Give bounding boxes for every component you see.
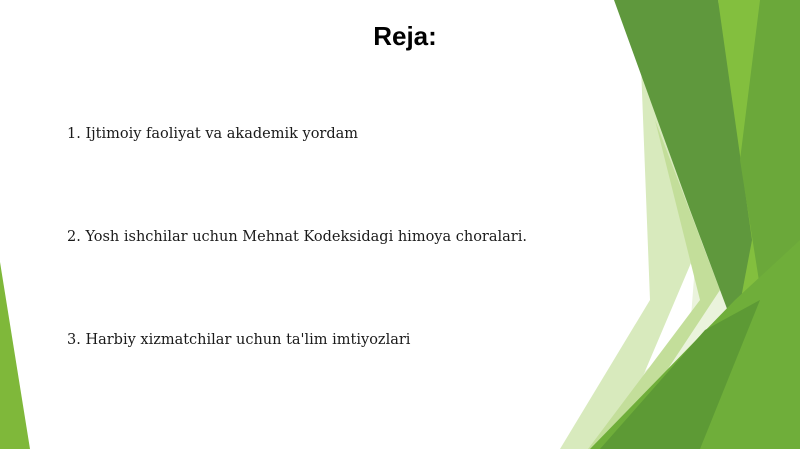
plan-item-1: 1. Ijtimoiy faoliyat va akademik yordam xyxy=(67,126,359,142)
plan-item-2: 2. Yosh ishchilar uchun Mehnat Kodeksidagi himoya choralari. xyxy=(67,229,527,245)
left-green-sliver xyxy=(0,262,30,449)
slide-title: Reja: xyxy=(373,21,437,51)
plan-item-3: 3. Harbiy xizmatchilar uchun ta'lim imtiyozlari xyxy=(67,332,411,348)
